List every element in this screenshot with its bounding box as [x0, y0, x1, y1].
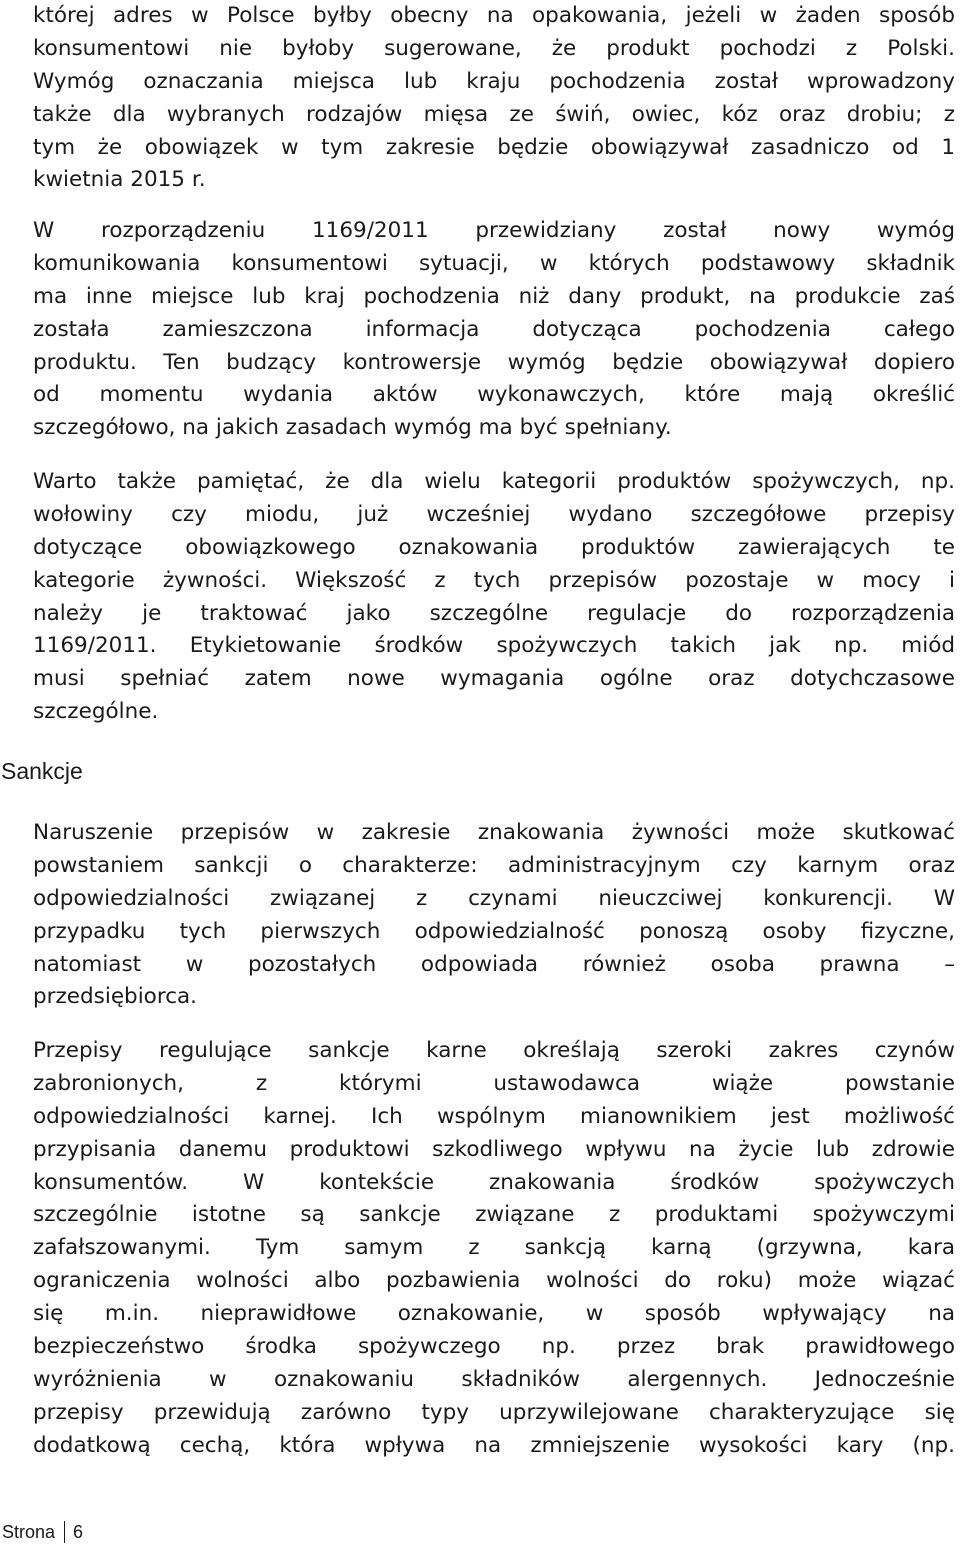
- text-line: się m.in. nieprawidłowe oznakowanie, w sposób wpływający na: [33, 1301, 955, 1327]
- paragraph-primary-ingredient: [33, 215, 955, 445]
- text-line: Wymóg oznaczania miejsca lub kraju pochodzenia został wprowadzony: [33, 68, 955, 94]
- text-line: natomiast w pozostałych odpowiada również osoba prawna –: [33, 951, 955, 977]
- text-line: dodatkową cechą, która wpływa na zmniejszenie wysokości kary (np.: [33, 1432, 955, 1458]
- text-line: od momentu wydania aktów wykonawczych, które mają określić: [33, 382, 955, 408]
- paragraph-origin-labeling: [33, 0, 955, 197]
- text-line: 1169/2011. Etykietowanie środków spożywczych takich jak np. miód: [33, 633, 955, 659]
- text-line: odpowiedzialności związanej z czynami nieuczciwej konkurencji. W: [33, 885, 955, 911]
- text-line: przypadku tych pierwszych odpowiedzialność ponoszą osoby fizyczne,: [33, 918, 955, 944]
- text-line: kategorie żywności. Większość z tych przepisów pozostaje w mocy i: [33, 567, 955, 593]
- text-line: szczegółowo, na jakich zasadach wymóg ma być spełniany.: [33, 415, 672, 441]
- text-line: szczególne.: [33, 699, 159, 725]
- text-line: produktu. Ten budzący kontrowersje wymóg będzie obowiązywał dopiero: [33, 349, 955, 375]
- text-line: Przepisy regulujące sankcje karne określają szeroki zakres czynów: [33, 1038, 955, 1063]
- text-line: odpowiedzialności karnej. Ich wspólnym mianownikiem jest możliwość: [33, 1103, 955, 1129]
- text-line: zafałszowanymi. Tym samym z sankcją karną (grzywna, kara: [33, 1235, 955, 1261]
- text-line: przedsiębiorca.: [33, 984, 198, 1010]
- text-line: należy je traktować jako szczególne regulacje do rozporządzenia: [33, 600, 955, 626]
- text-line: zabronionych, z którymi ustawodawca wiąże powstanie: [33, 1070, 955, 1096]
- footer-divider: [64, 1521, 65, 1543]
- text-line: ograniczenia wolności albo pozbawienia wolności do roku) może wiązać: [33, 1268, 955, 1294]
- text-line: której adres w Polsce byłby obecny na opakowania, jeżeli w żaden sposób: [33, 3, 955, 28]
- text-line: konsumentów. W kontekście znakowania środków spożywczych: [33, 1169, 955, 1195]
- text-line: W rozporządzeniu 1169/2011 przewidziany został nowy wymóg: [33, 218, 955, 243]
- text-line: szczególnie istotne są sankcje związane z produktami spożywczymi: [33, 1202, 955, 1228]
- text-line: konsumentowi nie byłoby sugerowane, że produkt pochodzi z Polski.: [33, 35, 955, 61]
- section-heading: Sankcje: [1, 758, 83, 784]
- text-line: kwietnia 2015 r.: [33, 167, 206, 193]
- footer-page-label: Strona: [2, 1522, 56, 1542]
- text-line: wołowiny czy miodu, już wcześniej wydano szczegółowe przepisy: [33, 501, 955, 527]
- text-line: komunikowania konsumentowi sytuacji, w których podstawowy składnik: [33, 250, 955, 276]
- text-line: dotyczące obowiązkowego oznakowania produktów zawierających te: [33, 534, 955, 560]
- text-line: Warto także pamiętać, że dla wielu kategorii produktów spożywczych, np.: [33, 469, 955, 494]
- text-line: została zamieszczona informacja dotycząca pochodzenia całego: [33, 316, 955, 342]
- text-line: Naruszenie przepisów w zakresie znakowania żywności może skutkować: [33, 820, 955, 845]
- text-line: ma inne miejsce lub kraj pochodzenia niż dany produkt, na produkcie zaś: [33, 283, 955, 309]
- text-line: przepisy przewidują zarówno typy uprzywilejowane charakteryzujące się: [33, 1399, 955, 1425]
- text-line: wyróżnienia w oznakowaniu składników alergennych. Jednocześnie: [33, 1366, 955, 1392]
- text-line: tym że obowiązek w tym zakresie będzie obowiązywał zasadniczo od 1: [33, 134, 955, 160]
- text-line: powstaniem sankcji o charakterze: administracyjnym czy karnym oraz: [33, 852, 955, 878]
- text-line: także dla wybranych rodzajów mięsa ze świń, owiec, kóz oraz drobiu; z: [33, 101, 955, 127]
- text-line: bezpieczeństwo środka spożywczego np. przez brak prawidłowego: [33, 1334, 955, 1360]
- text-line: musi spełniać zatem nowe wymagania ogólne oraz dotychczasowe: [33, 666, 955, 692]
- paragraph-criminal-sanctions: [33, 1035, 955, 1463]
- paragraph-sanctions-overview: [33, 817, 955, 1014]
- text-line: przypisania danemu produktowi szkodliwego wpływu na życie lub zdrowie: [33, 1136, 955, 1162]
- footer-page-number: 6: [73, 1522, 84, 1542]
- paragraph-specific-regulations: [33, 466, 955, 729]
- page-footer: [2, 1520, 83, 1544]
